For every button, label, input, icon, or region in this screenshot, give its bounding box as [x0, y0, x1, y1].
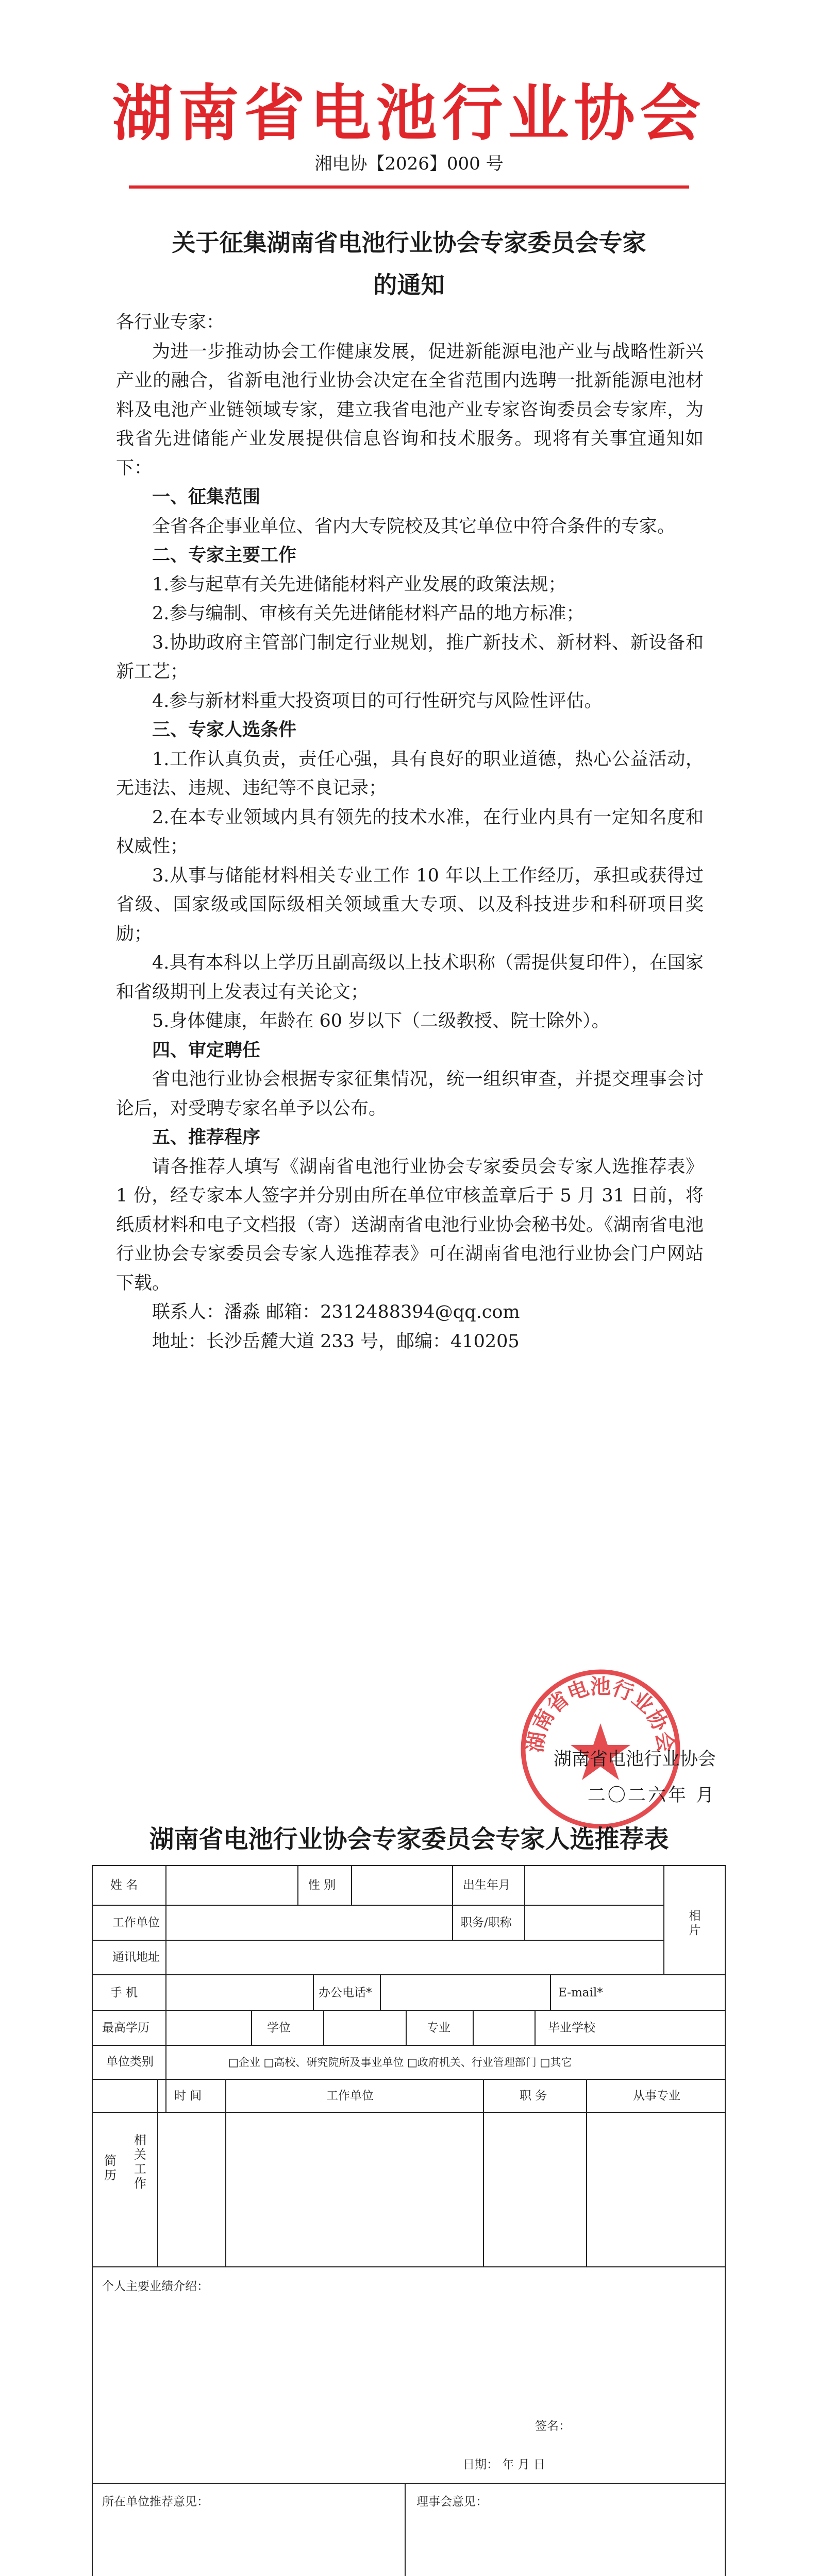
header-rule [129, 185, 689, 189]
section-heading-duties: 二、专家主要工作 [152, 545, 297, 566]
label-time: 时 间 [174, 2089, 202, 2103]
notice-title [93, 222, 725, 306]
closing-date: 二〇二六年 月 [587, 1785, 716, 1806]
procedure-paragraph: 请各推荐人填写《湖南省电池行业协会专家委员会专家人选推荐表》1 份，经专家本人签字并分别由所在单位审核盖章后于 5 月 31 日前，将纸质材料和电子文档报（寄）送湖南省电池行业协会秘书处。《湖南省电池行业协会专家委员会专家人选推荐表》可在湖南省电池行业协会门户网站下载。 [116, 1156, 704, 1294]
duty-item: 3.协助政府主管部门制定行业规划，推广新技术、新材料、新设备和新工艺； [116, 632, 704, 682]
condition-item: 3.从事与储能材料相关专业工作 10 年以上工作经历，承担或获得过省级、国家级或国际级相关领域重大专项、以及科技进步和科研项目奖励； [116, 865, 704, 944]
unit-type-options[interactable]: □企业 □高校、研究院所及事业单位 □政府机关、行业管理部门 □其它 [228, 2056, 572, 2069]
label-education: 最高学历 [102, 2021, 149, 2035]
duty-item: 4.参与新材料重大投资项目的可行性研究与风险性评估。 [152, 690, 603, 711]
condition-item: 5.身体健康，年龄在 60 岁以下（二级教授、院士除外）。 [152, 1011, 610, 1031]
label-name: 姓 名 [110, 1878, 138, 1892]
notice-body [116, 308, 704, 1356]
label-email: E-mail* [558, 1986, 603, 1999]
section-heading-appointment: 四、审定聘任 [152, 1039, 261, 1061]
address-line: 地址：长沙岳麓大道 233 号，邮编：410205 [152, 1331, 520, 1352]
condition-item: 1.工作认真负责，责任心强，具有良好的职业道德，热心公益活动，无违法、违规、违纪等不良记录； [116, 749, 704, 799]
label-resume: 简历 [104, 2154, 116, 2182]
label-workplace: 工作单位 [112, 1916, 160, 1929]
section-heading-scope: 一、征集范围 [152, 486, 261, 507]
label-gender: 性 别 [308, 1878, 336, 1892]
label-signature: 签名： [535, 2419, 571, 2433]
label-council-opinion: 理事会意见： [416, 2495, 488, 2509]
section-heading-procedure: 五、推荐程序 [152, 1127, 261, 1148]
section-heading-conditions: 三、专家人选条件 [152, 719, 297, 740]
notice-title-line-1: 关于征集湖南省电池行业协会专家委员会专家 [172, 229, 646, 257]
doc-number: 湘电协【2026】000 号 [314, 154, 504, 174]
form-grid [92, 1865, 726, 2576]
intro-paragraph: 为进一步推动协会工作健康发展，促进新能源电池产业与战略性新兴产业的融合，省新电池行业协会决定在全省范围内选聘一批新能源电池材料及电池产业链领域专家，建立我省电池产业专家咨询委员会专家库，为我省先进储能产业发展提供信息咨询和技术服务。现将有关事宜通知如下： [116, 341, 704, 479]
org-title: 湖南省电池行业协会 [112, 78, 706, 149]
label-major: 专业 [427, 2021, 450, 2035]
label-address: 通讯地址 [112, 1951, 160, 1964]
label-date: 日期： 年 月 日 [463, 2458, 545, 2471]
condition-item: 2.在本专业领域内具有领先的技术水准，在行业内具有一定知名度和权威性； [116, 807, 704, 857]
salutation: 各行业专家： [116, 312, 225, 333]
label-duty: 职 务 [520, 2089, 547, 2103]
label-school: 毕业学校 [548, 2021, 595, 2035]
seal-text: 湖南省电池行业协会 [523, 1674, 678, 1754]
label-photo: 相片 [689, 1909, 701, 1937]
closing-organization: 湖南省电池行业协会 [553, 1749, 716, 1770]
label-degree: 学位 [267, 2021, 291, 2035]
scope-paragraph: 全省各企事业单位、省内大专院校及其它单位中符合条件的专家。 [152, 516, 676, 537]
condition-item: 4.具有本科以上学历且副高级以上技术职称（需提供复印件），在国家和省级期刊上发表过有关论文； [116, 953, 704, 1003]
label-mobile: 手 机 [110, 1986, 138, 1999]
form-title: 湖南省电池行业协会专家委员会专家人选推荐表 [149, 1825, 669, 1854]
label-work-unit: 工作单位 [326, 2089, 374, 2103]
duty-item: 2.参与编制、审核有关先进储能材料产品的地方标准； [152, 603, 585, 624]
recommendation-form [92, 1865, 726, 2576]
label-unit-type: 单位类别 [106, 2055, 154, 2069]
label-office-phone: 办公电话* [319, 1986, 372, 1999]
notice-title-line-2: 的通知 [373, 271, 445, 299]
label-related-work: 相关工作 [134, 2133, 146, 2191]
label-achievements: 个人主要业绩介绍： [102, 2280, 209, 2293]
label-birth: 出生年月 [463, 1878, 510, 1892]
appointment-paragraph: 省电池行业协会根据专家征集情况，统一组织审查，并提交理事会讨论后，对受聘专家名单予以公布。 [116, 1069, 704, 1119]
duty-item: 1.参与起草有关先进储能材料产业发展的政策法规； [152, 574, 566, 595]
label-position: 职务/职称 [460, 1916, 512, 1929]
contact-line: 联系人：潘淼 邮箱：2312488394@qq.com [152, 1302, 520, 1323]
label-unit-opinion: 所在单位推荐意见： [102, 2495, 209, 2509]
label-occupation: 从事专业 [633, 2089, 680, 2103]
